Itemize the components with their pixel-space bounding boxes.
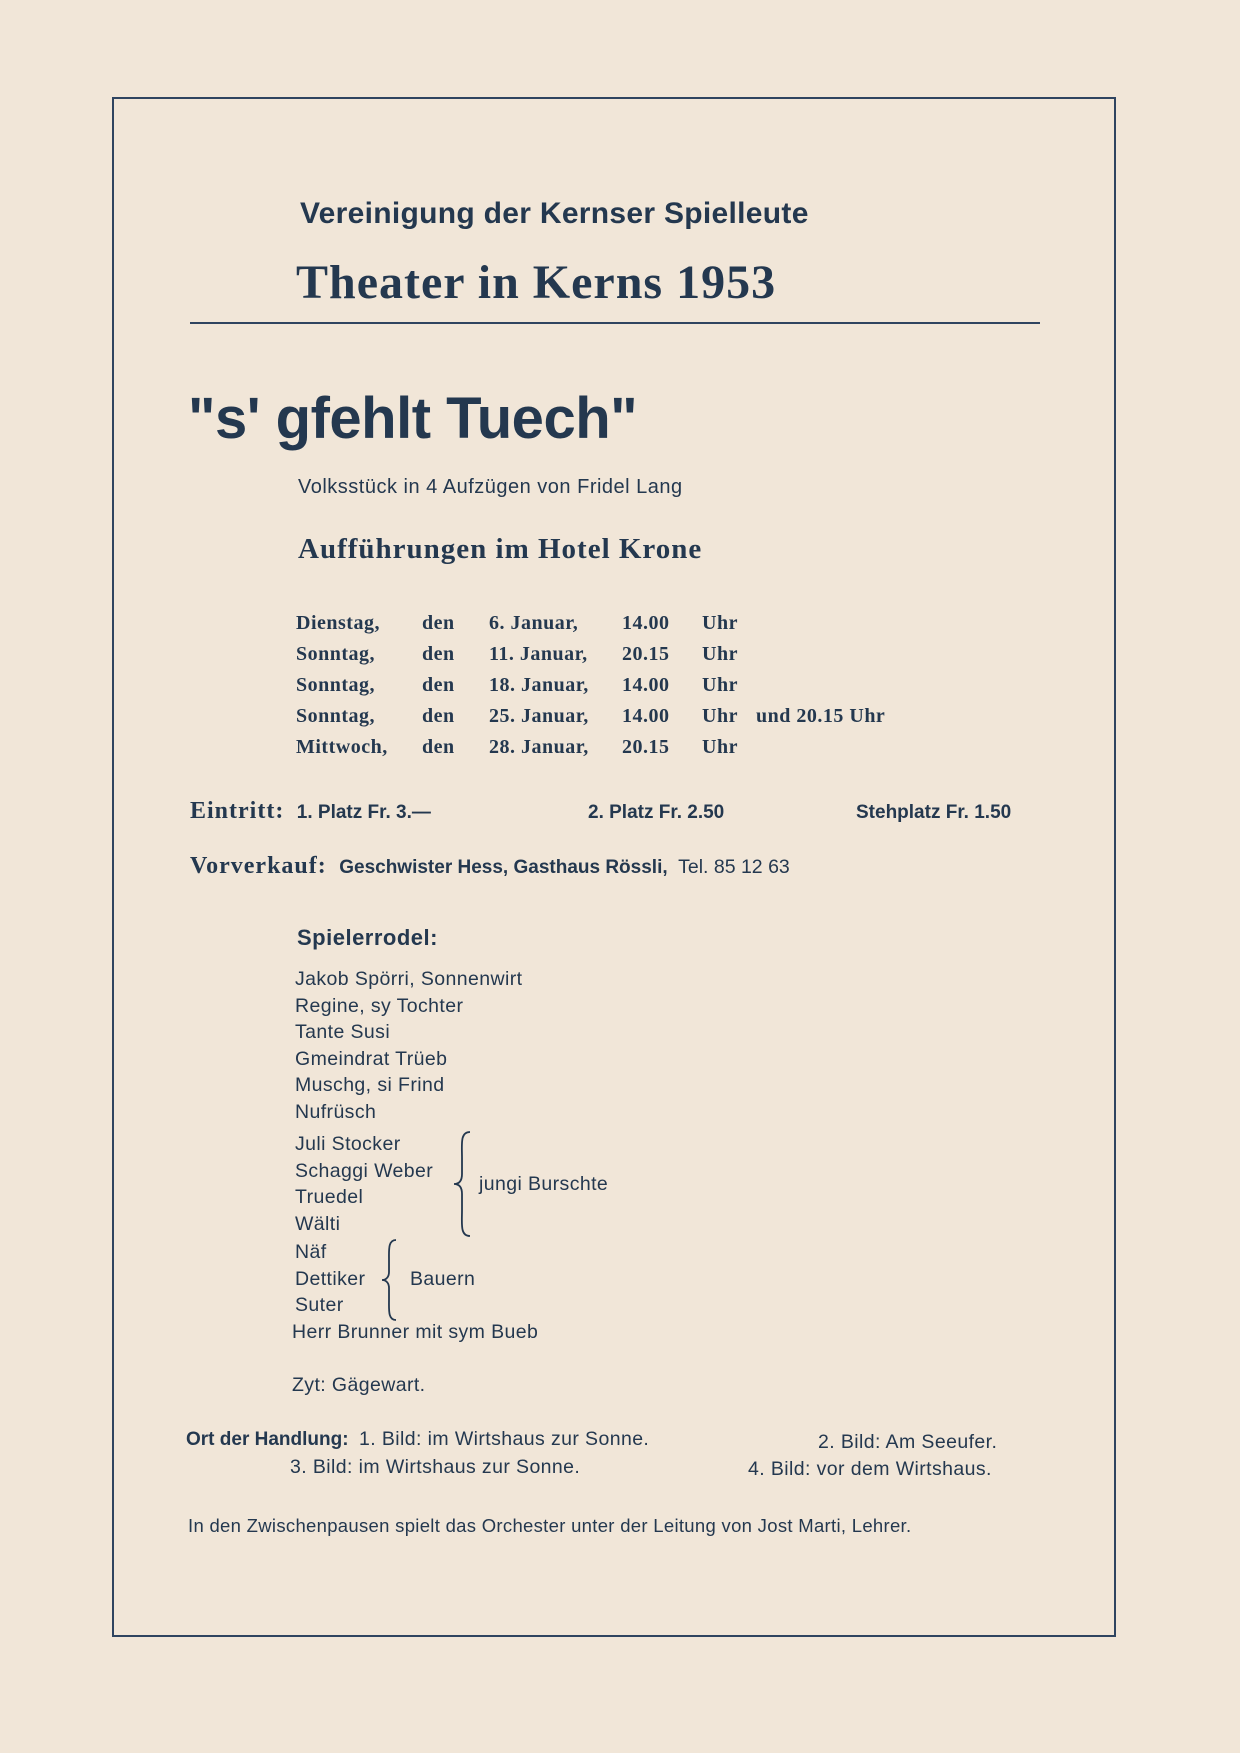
- play-title: "s' gfehlt Tuech": [188, 386, 638, 451]
- price-label: Eintritt:: [190, 798, 285, 824]
- price-first: 1. Platz Fr. 3.—: [296, 802, 431, 823]
- cast-group-member: Truedel: [295, 1186, 364, 1208]
- theater-title: Theater in Kerns 1953: [296, 256, 777, 309]
- perf-unit: Uhr: [702, 674, 738, 696]
- cast-role: Herr Brunner mit sym Bueb: [292, 1321, 539, 1343]
- cast-role: Gmeindrat Trüeb: [295, 1048, 448, 1070]
- cast-role: Regine, sy Tochter: [295, 995, 464, 1017]
- cast-group-member: Schaggi Weber: [295, 1160, 434, 1182]
- perf-unit: Uhr: [702, 705, 738, 727]
- presale-label: Vorverkauf:: [190, 853, 327, 879]
- cast-role: Tante Susi: [295, 1021, 391, 1043]
- brace-icon: [380, 1238, 400, 1322]
- perf-date: 11. Januar,: [489, 643, 588, 665]
- perf-unit: Uhr: [702, 612, 738, 634]
- cast-group-member: Juli Stocker: [295, 1133, 401, 1155]
- perf-unit: Uhr: [702, 736, 738, 758]
- cast-group-member: Suter: [295, 1294, 344, 1316]
- scene-row: [186, 1428, 649, 1451]
- perf-date: 18. Januar,: [489, 674, 589, 696]
- perf-date: 6. Januar,: [489, 612, 579, 634]
- cast-heading: Spielerrodel:: [297, 925, 438, 950]
- perf-time: 14.00: [622, 674, 670, 696]
- scene-label: Ort der Handlung:: [186, 1429, 349, 1450]
- cast-role: Jakob Spörri, Sonnenwirt: [295, 968, 523, 990]
- scene-2: 2. Bild: Am Seeufer.: [818, 1431, 998, 1453]
- scene-4: 4. Bild: vor dem Wirtshaus.: [748, 1458, 992, 1480]
- perf-day: Mittwoch,: [296, 736, 388, 758]
- perf-den: den: [422, 674, 455, 696]
- price-standing: Stehplatz Fr. 1.50: [856, 802, 1012, 823]
- perf-day: Dienstag,: [296, 612, 380, 634]
- perf-extra: und 20.15 Uhr: [756, 705, 886, 727]
- cast-role: Muschg, si Frind: [295, 1074, 445, 1096]
- price-row: [190, 798, 431, 825]
- cast-group-label: jungi Burschte: [479, 1173, 609, 1195]
- brace-icon: [452, 1130, 474, 1238]
- perf-time: 20.15: [622, 643, 670, 665]
- presale-seller: Geschwister Hess, Gasthaus Rössli,: [339, 857, 668, 878]
- price-second: 2. Platz Fr. 2.50: [588, 802, 725, 823]
- header-rule: [190, 322, 1040, 324]
- perf-unit: Uhr: [702, 643, 738, 665]
- perf-den: den: [422, 736, 455, 758]
- perf-den: den: [422, 705, 455, 727]
- cast-role: Nufrüsch: [295, 1101, 377, 1123]
- presale-phone: Tel. 85 12 63: [678, 856, 790, 878]
- perf-time: 14.00: [622, 612, 670, 634]
- orchestra-note: In den Zwischenpausen spielt das Orchester unter der Leitung von Jost Marti, Lehrer.: [188, 1515, 912, 1536]
- cast-group-member: Dettiker: [295, 1268, 366, 1290]
- organization-name: Vereinigung der Kernser Spielleute: [300, 197, 809, 230]
- time-setting: Zyt: Gägewart.: [292, 1374, 426, 1396]
- perf-date: 25. Januar,: [489, 705, 589, 727]
- presale-row: [190, 853, 790, 880]
- scene-1: 1. Bild: im Wirtshaus zur Sonne.: [359, 1428, 650, 1450]
- cast-group-member: Näf: [295, 1241, 327, 1263]
- perf-day: Sonntag,: [296, 705, 376, 727]
- cast-group-label: Bauern: [410, 1268, 476, 1290]
- perf-date: 28. Januar,: [489, 736, 589, 758]
- play-subtitle: Volksstück in 4 Aufzügen von Fridel Lang: [298, 476, 683, 498]
- perf-time: 14.00: [622, 705, 670, 727]
- performances-heading: Aufführungen im Hotel Krone: [298, 533, 703, 565]
- perf-day: Sonntag,: [296, 674, 376, 696]
- perf-den: den: [422, 643, 455, 665]
- perf-day: Sonntag,: [296, 643, 376, 665]
- perf-time: 20.15: [622, 736, 670, 758]
- perf-den: den: [422, 612, 455, 634]
- cast-group-member: Wälti: [295, 1213, 341, 1235]
- scene-3: 3. Bild: im Wirtshaus zur Sonne.: [290, 1456, 581, 1478]
